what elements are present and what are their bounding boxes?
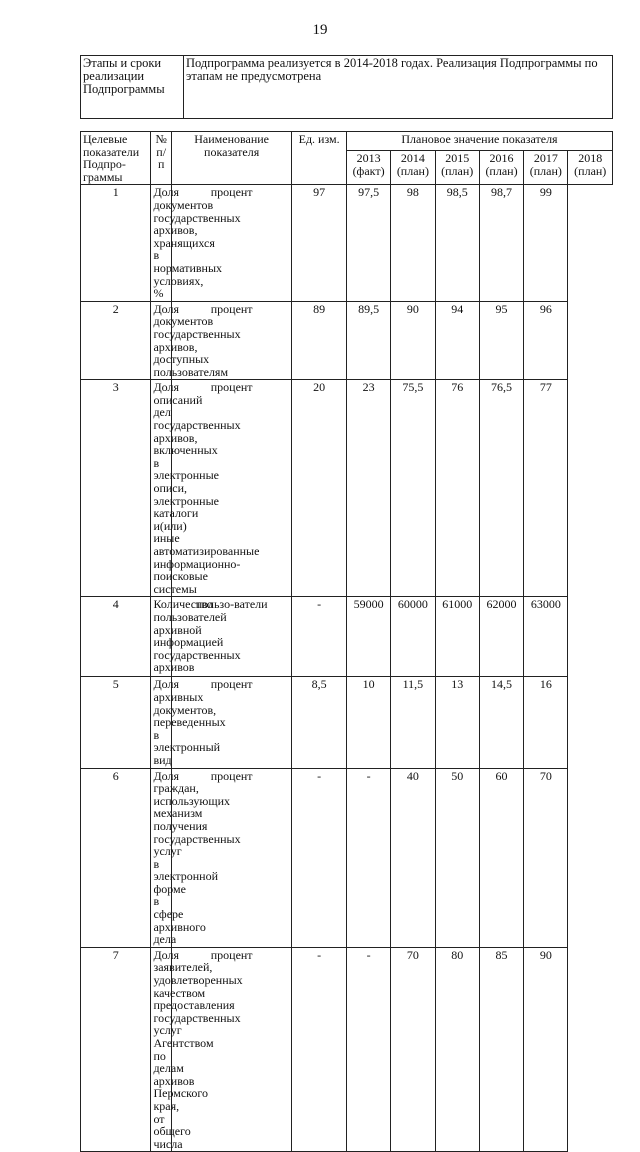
- row-value: 97: [292, 185, 347, 301]
- row-value: 89: [292, 301, 347, 380]
- indicators-table: [80, 131, 613, 1152]
- page-number: 19: [312, 22, 328, 38]
- row-unit: процент: [171, 380, 291, 597]
- row-unit: процент: [171, 677, 291, 768]
- row-value: 59000: [346, 597, 390, 677]
- stages-label: Этапы и сроки реализации Подпрограммы: [81, 56, 184, 119]
- header-year-2016: [479, 151, 523, 185]
- row-value: 60: [479, 768, 523, 947]
- header-year-kind: (факт): [352, 163, 385, 178]
- row-value: 94: [435, 301, 479, 380]
- indicators-label-line: Подпро-: [83, 157, 126, 172]
- header-name: Наименование показателя: [171, 132, 291, 185]
- row-value: 97,5: [346, 185, 390, 301]
- row-value: -: [346, 768, 390, 947]
- header-year-kind: (план): [441, 163, 474, 178]
- table-row: [81, 185, 613, 301]
- table-row: [81, 768, 613, 947]
- row-num: 4: [81, 597, 151, 677]
- header-year-value: 2016: [489, 151, 514, 165]
- stages-text: Подпрограмма реализуется в 2014-2018 годах. Реализация Подпрограммы по этапам не предусмотрена: [184, 56, 613, 119]
- row-value: 60000: [391, 597, 435, 677]
- row-value: 77: [524, 380, 568, 597]
- row-value: 10: [346, 677, 390, 768]
- header-year-value: 2013: [356, 151, 381, 165]
- row-num: 6: [81, 768, 151, 947]
- row-unit: процент: [171, 768, 291, 947]
- row-value: 90: [391, 301, 435, 380]
- row-num: 3: [81, 380, 151, 597]
- row-value: 70: [391, 947, 435, 1152]
- header-year-kind: (план): [485, 163, 518, 178]
- row-unit: процент: [171, 947, 291, 1152]
- header-year-2017: [524, 151, 568, 185]
- header-year-value: 2018: [578, 151, 603, 165]
- row-value: 96: [524, 301, 568, 380]
- row-name: Количество пользователей архивной информацией государственных архивов: [151, 597, 171, 677]
- row-value: 80: [435, 947, 479, 1152]
- table-row: [81, 597, 613, 677]
- row-name: Доля описаний дел государственных архивов, включенных в электронные описи, электронные каталоги и(или) иные автоматизированные информационно-поисковые системы: [151, 380, 171, 597]
- row-value: 13: [435, 677, 479, 768]
- row-num: 1: [81, 185, 151, 301]
- row-value: 99: [524, 185, 568, 301]
- header-plan: Плановое значение показателя: [346, 132, 612, 151]
- header-year-2015: [435, 151, 479, 185]
- stages-table: [80, 55, 613, 119]
- row-value: 8,5: [292, 677, 347, 768]
- indicators-label: [81, 132, 151, 185]
- row-value: 20: [292, 380, 347, 597]
- header-year-value: 2014: [400, 151, 425, 165]
- row-value: 16: [524, 677, 568, 768]
- row-value: 75,5: [391, 380, 435, 597]
- row-value: 23: [346, 380, 390, 597]
- row-num: 7: [81, 947, 151, 1152]
- table-row: [81, 301, 613, 380]
- header-row-1: [81, 132, 613, 151]
- header-year-2013: [346, 151, 390, 185]
- indicators-label-line: Целевые: [83, 132, 128, 146]
- header-unit: Ед. изм.: [292, 132, 347, 185]
- row-value: 11,5: [391, 677, 435, 768]
- row-value: 62000: [479, 597, 523, 677]
- row-value: 76: [435, 380, 479, 597]
- row-value: 50: [435, 768, 479, 947]
- header-year-2018: [568, 151, 613, 185]
- table-row: [81, 947, 613, 1152]
- row-value: 14,5: [479, 677, 523, 768]
- row-value: 85: [479, 947, 523, 1152]
- header-year-kind: (план): [574, 163, 607, 178]
- row-value: 98,5: [435, 185, 479, 301]
- row-name: Доля архивных документов, переведенных в электронный вид: [151, 677, 171, 768]
- row-unit: процент: [171, 185, 291, 301]
- row-value: 90: [524, 947, 568, 1152]
- row-value: 89,5: [346, 301, 390, 380]
- row-value: -: [292, 947, 347, 1152]
- row-name: Доля документов государственных архивов, хранящихся в нормативных условиях, %: [151, 185, 171, 301]
- table-row: [81, 677, 613, 768]
- row-unit: пользо-ватели: [171, 597, 291, 677]
- row-name: Доля граждан, использующих механизм получения государственных услуг в электронной форме в сфере архивного дела: [151, 768, 171, 947]
- row-name: Доля документов государственных архивов, доступных пользователям: [151, 301, 171, 380]
- indicators-label-line: граммы: [83, 169, 123, 184]
- header-year-kind: (план): [396, 163, 429, 178]
- header-year-kind: (план): [529, 163, 562, 178]
- row-num: 5: [81, 677, 151, 768]
- row-name: Доля заявителей, удовлетворенных качеством предоставления государственных услуг Агентством по делам архивов Пермского края, от общего числа: [151, 947, 171, 1152]
- row-unit: процент: [171, 301, 291, 380]
- row-num: 2: [81, 301, 151, 380]
- header-year-2014: [391, 151, 435, 185]
- table-row: [81, 380, 613, 597]
- row-value: 76,5: [479, 380, 523, 597]
- indicators-label-line: показатели: [83, 144, 140, 159]
- row-value: -: [346, 947, 390, 1152]
- header-year-value: 2017: [533, 151, 558, 165]
- row-value: 95: [479, 301, 523, 380]
- row-value: -: [292, 768, 347, 947]
- row-value: 98,7: [479, 185, 523, 301]
- row-value: 61000: [435, 597, 479, 677]
- row-value: 63000: [524, 597, 568, 677]
- header-year-value: 2015: [445, 151, 470, 165]
- stages-row: [81, 56, 613, 119]
- indicators-body: [81, 185, 613, 1152]
- row-value: 98: [391, 185, 435, 301]
- row-value: 70: [524, 768, 568, 947]
- row-value: -: [292, 597, 347, 677]
- header-num: № п/п: [151, 132, 171, 185]
- row-value: 40: [391, 768, 435, 947]
